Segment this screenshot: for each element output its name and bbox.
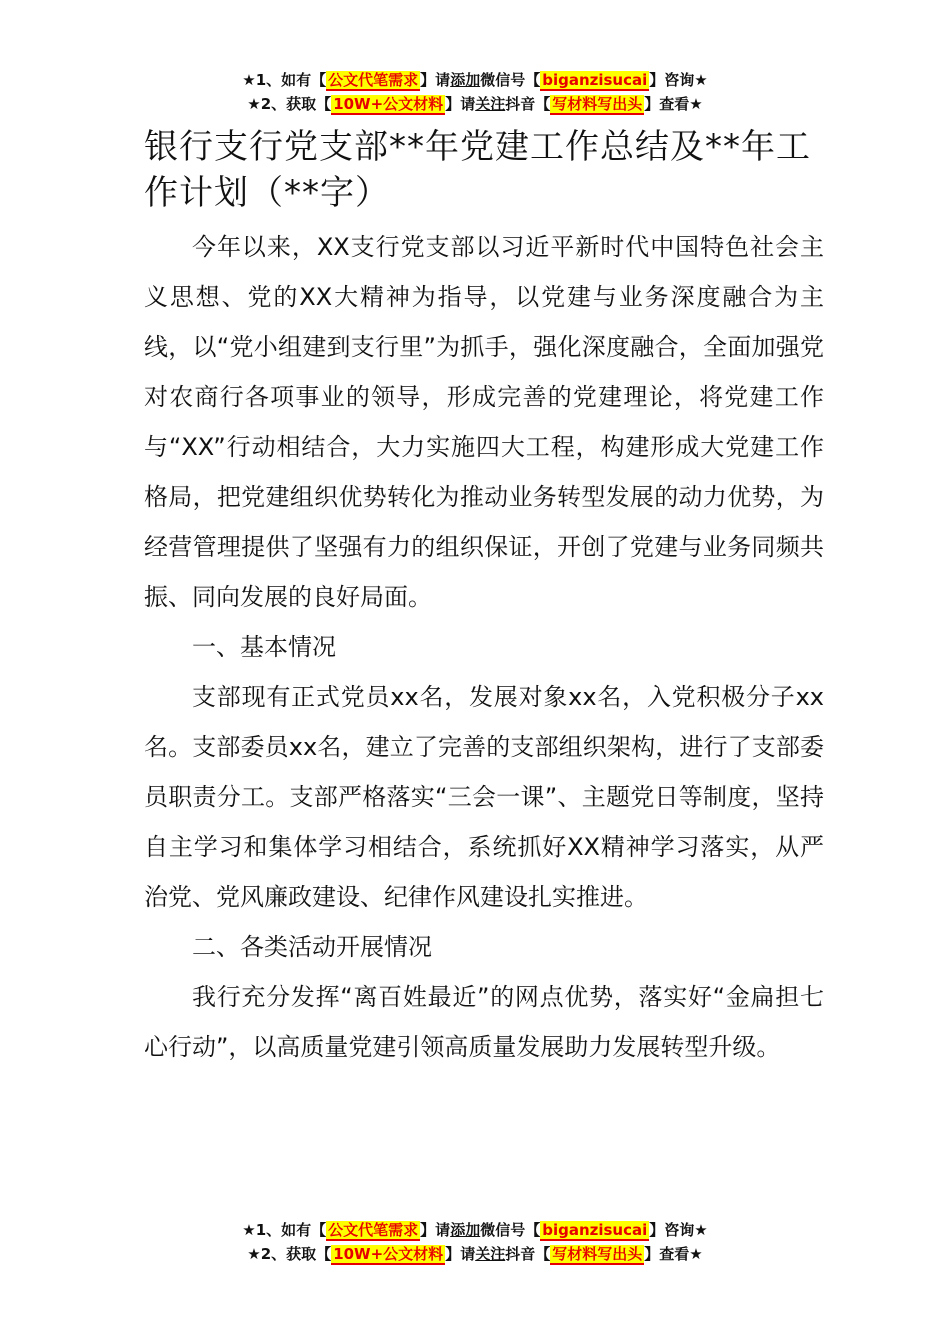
promo-text: 】请 [445, 1245, 476, 1263]
section-heading-activities: 二、各类活动开展情况 [192, 933, 432, 961]
promo-text: 】请 [420, 1221, 451, 1239]
promo-line-1 [0, 1218, 950, 1242]
promo-highlight: 写材料写出头 [552, 95, 643, 113]
promo-text: 微信号【 [480, 71, 541, 89]
promo-highlight: 10W+公文材料 [333, 95, 444, 113]
promo-text: 】请 [445, 95, 476, 113]
promo-text: 抖音【 [505, 1245, 551, 1263]
promo-line-2 [0, 92, 950, 116]
promo-highlight: 公文代笔需求 [328, 1221, 419, 1239]
promo-highlight: biganzisucai [542, 71, 648, 89]
promo-text: ★2、获取【 [247, 95, 332, 113]
activities-paragraph: 我行充分发挥“离百姓最近”的网点优势，落实好“金扁担七心行动”，以高质量党建引领高质量发展助力发展转型升级。 [144, 983, 824, 1061]
promo-text: 】查看★ [644, 95, 703, 113]
promo-highlight: biganzisucai [542, 1221, 648, 1239]
header-promo-banner [0, 68, 950, 116]
promo-text: ★1、如有【 [242, 71, 327, 89]
promo-emphasis: 关注 [475, 95, 506, 113]
intro-paragraph: 今年以来，XX支行党支部以习近平新时代中国特色社会主义思想、党的XX大精神为指导，以党建与业务深度融合为主线，以“党小组建到支行里”为抓手，强化深度融合，全面加强党对农商行各项事业的领导，形成完善的党建理论，将党建工作与“XX”行动相结合，大力实施四大工程，构建形成大党建工作格局，把党建组织优势转化为推动业务转型发展的动力优势，为经营管理提供了坚强有力的组织保证，开创了党建与业务同频共振、同向发展的良好局面。 [144, 233, 824, 611]
promo-line-1 [0, 68, 950, 92]
promo-text: 】咨询★ [649, 71, 708, 89]
promo-highlight: 公文代笔需求 [328, 71, 419, 89]
document-title: 银行支行党支部**年党建工作总结及**年工作计划（**字） [144, 127, 811, 213]
section-heading-basic-info: 一、基本情况 [192, 633, 336, 661]
promo-text: 】请 [420, 71, 451, 89]
promo-emphasis: 添加 [450, 1221, 481, 1239]
promo-emphasis: 关注 [475, 1245, 506, 1263]
document-body [144, 222, 824, 1072]
promo-emphasis: 添加 [450, 71, 481, 89]
promo-text: 抖音【 [505, 95, 551, 113]
promo-text: 】查看★ [644, 1245, 703, 1263]
footer-promo-banner [0, 1218, 950, 1266]
promo-text: 微信号【 [480, 1221, 541, 1239]
basic-info-paragraph: 支部现有正式党员xx名，发展对象xx名，入党积极分子xx名。支部委员xx名，建立了完善的支部组织架构，进行了支部委员职责分工。支部严格落实“三会一课”、主题党日等制度，坚持自主学习和集体学习相结合，系统抓好XX精神学习落实，从严治党、党风廉政建设、纪律作风建设扎实推进。 [144, 683, 824, 911]
promo-text: 】咨询★ [649, 1221, 708, 1239]
promo-highlight: 写材料写出头 [552, 1245, 643, 1263]
promo-text: ★1、如有【 [242, 1221, 327, 1239]
promo-highlight: 10W+公文材料 [333, 1245, 444, 1263]
promo-text: ★2、获取【 [247, 1245, 332, 1263]
promo-line-2 [0, 1242, 950, 1266]
